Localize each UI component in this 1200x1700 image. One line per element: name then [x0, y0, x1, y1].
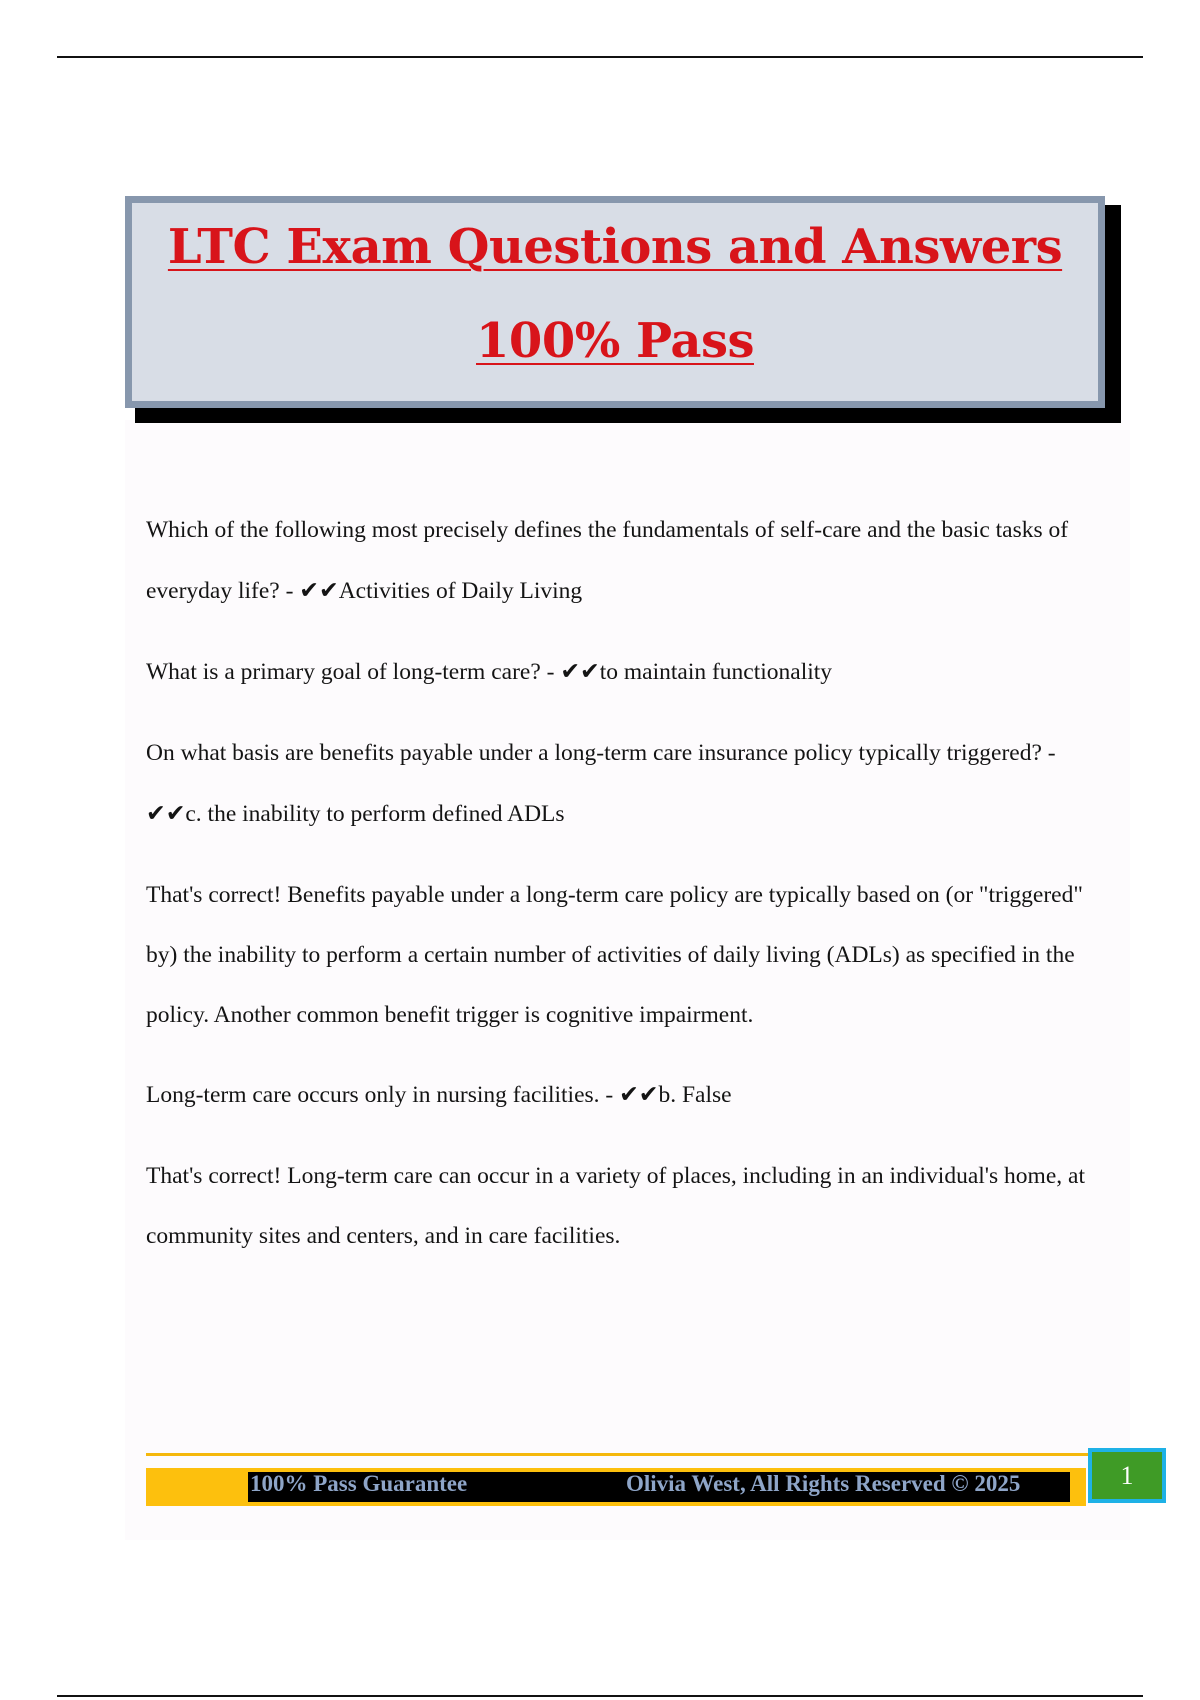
explanation-paragraph: That's correct! Benefits payable under a long-term care policy are typically based on (or "triggered" by) the inability to perform a certain number of activities of daily living (ADLs) as specified in the policy. Another common benefit trigger is cognitive impairment. [146, 882, 1083, 1028]
footer-copyright-text: Olivia West, All Rights Reserved © 2025 [626, 1471, 1021, 1496]
document-subtitle: 100% Pass [476, 313, 754, 369]
top-rule [57, 56, 1143, 58]
footer-guarantee-text: 100% Pass Guarantee [250, 1471, 468, 1496]
qa-paragraph: What is a primary goal of long-term care? - ✔✔to maintain functionality [146, 659, 833, 685]
title-box [125, 196, 1105, 408]
page-number-box [1088, 1448, 1166, 1503]
qa-paragraph: Long-term care occurs only in nursing facilities. - ✔✔b. False [146, 1082, 732, 1108]
bottom-rule [57, 1695, 1143, 1697]
document-title: LTC Exam Questions and Answers [167, 219, 1063, 275]
page-number: 1 [1120, 1460, 1134, 1490]
footer-rule [146, 1453, 1096, 1456]
qa-paragraph: Which of the following most precisely defines the fundamentals of self-care and the basic tasks of everyday life? - ✔✔Activities of Daily Living [146, 517, 1069, 604]
qa-paragraph: On what basis are benefits payable under a long-term care insurance policy typically triggered? - ✔✔c. the inability to perform defined ADLs [146, 740, 1056, 827]
explanation-paragraph: That's correct! Long-term care can occur in a variety of places, including in an individual's home, at community sites and centers, and in care facilities. [146, 1163, 1085, 1249]
qa-content [146, 500, 1096, 1286]
